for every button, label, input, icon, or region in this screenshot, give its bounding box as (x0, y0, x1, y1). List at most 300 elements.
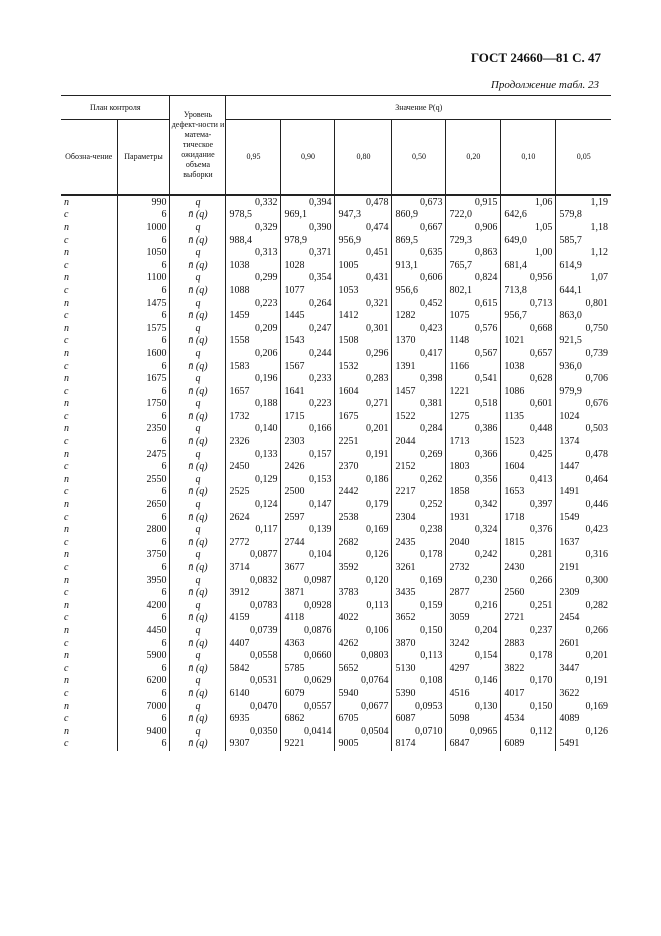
value-cell: 1718 (501, 511, 556, 524)
value-cell: 860,9 (392, 209, 446, 222)
value-cell: 2152 (392, 460, 446, 473)
value-cell: 0,147 (281, 498, 335, 511)
value-cell: 0,0558 (226, 649, 281, 662)
value-cell: 0,541 (446, 372, 501, 385)
value-cell: 2744 (281, 536, 335, 549)
value-cell: 4534 (501, 712, 556, 725)
table-row (61, 423, 611, 436)
value-cell: 1641 (281, 385, 335, 398)
table-row (61, 448, 611, 461)
value-cell: 0,606 (392, 272, 446, 285)
value-cell: 1523 (501, 435, 556, 448)
level-cell: q (170, 599, 226, 612)
value-cell: 1,07 (556, 272, 611, 285)
value-cell: 1135 (501, 410, 556, 423)
value-cell: 0,635 (392, 246, 446, 259)
table-row (61, 574, 611, 587)
value-cell: 1370 (392, 335, 446, 348)
value-cell: 0,124 (226, 498, 281, 511)
level-cell: q (170, 221, 226, 234)
value-cell: 0,628 (501, 372, 556, 385)
value-cell: 3622 (556, 687, 611, 700)
value-cell: 0,204 (446, 624, 501, 637)
designation-cell: n (61, 574, 117, 587)
value-cell: 0,178 (392, 549, 446, 562)
value-cell: 0,397 (501, 498, 556, 511)
value-cell: 1713 (446, 435, 501, 448)
value-cell: 0,242 (446, 549, 501, 562)
level-cell: q (170, 700, 226, 713)
value-cell: 0,329 (226, 221, 281, 234)
value-cell: 1508 (335, 335, 392, 348)
level-cell: q (170, 498, 226, 511)
level-cell: n̄ (q) (170, 385, 226, 398)
value-cell: 713,8 (501, 284, 556, 297)
value-cell: 9307 (226, 738, 281, 752)
parameter-cell: 6 (117, 637, 170, 650)
designation-cell: c (61, 712, 117, 725)
parameter-cell: 1600 (117, 347, 170, 360)
value-cell: 0,233 (281, 372, 335, 385)
p-column-header: 0,90 (281, 120, 335, 196)
value-cell: 0,146 (446, 675, 501, 688)
table-row (61, 284, 611, 297)
value-cell: 3242 (446, 637, 501, 650)
value-cell: 2454 (556, 612, 611, 625)
table-row (61, 586, 611, 599)
value-cell: 0,366 (446, 448, 501, 461)
level-cell: n̄ (q) (170, 511, 226, 524)
value-cell: 1038 (501, 360, 556, 373)
value-cell: 0,0832 (226, 574, 281, 587)
value-cell: 1038 (226, 259, 281, 272)
value-cell: 0,126 (335, 549, 392, 562)
value-cell: 1086 (501, 385, 556, 398)
designation-cell: c (61, 209, 117, 222)
value-cell: 1558 (226, 335, 281, 348)
value-cell: 1088 (226, 284, 281, 297)
value-cell: 0,283 (335, 372, 392, 385)
value-cell: 6862 (281, 712, 335, 725)
value-cell: 2217 (392, 486, 446, 499)
table-row (61, 435, 611, 448)
value-cell: 0,576 (446, 322, 501, 335)
value-cell: 0,417 (392, 347, 446, 360)
value-cell: 1637 (556, 536, 611, 549)
parameter-cell: 9400 (117, 725, 170, 738)
level-cell: n̄ (q) (170, 435, 226, 448)
value-cell: 0,169 (392, 574, 446, 587)
table-row (61, 599, 611, 612)
designation-cell: c (61, 662, 117, 675)
value-cell: 0,503 (556, 423, 611, 436)
value-cell: 1549 (556, 511, 611, 524)
designation-cell: n (61, 423, 117, 436)
value-cell: 0,474 (335, 221, 392, 234)
parameter-cell: 6 (117, 460, 170, 473)
value-cell: 4089 (556, 712, 611, 725)
value-cell: 0,247 (281, 322, 335, 335)
value-cell: 0,159 (392, 599, 446, 612)
value-cell: 0,0803 (335, 649, 392, 662)
value-cell: 0,126 (556, 725, 611, 738)
table-row (61, 195, 611, 209)
value-cell: 0,0987 (281, 574, 335, 587)
level-cell: n̄ (q) (170, 209, 226, 222)
page-header: ГОСТ 24660—81 С. 47 (470, 50, 601, 65)
parameter-cell: 6 (117, 561, 170, 574)
level-header: Уровень дефект-ности и матема-тическое ожидание объема выборки (170, 96, 226, 196)
value-cell: 2624 (226, 511, 281, 524)
value-cell: 0,188 (226, 398, 281, 411)
value-cell: 2682 (335, 536, 392, 549)
value-cell: 0,300 (556, 574, 611, 587)
value-cell: 681,4 (501, 259, 556, 272)
value-cell: 2304 (392, 511, 446, 524)
value-cell: 6140 (226, 687, 281, 700)
value-cell: 1653 (501, 486, 556, 499)
value-cell: 0,321 (335, 297, 392, 310)
value-cell: 956,6 (392, 284, 446, 297)
designation-cell: n (61, 297, 117, 310)
value-cell: 0,657 (501, 347, 556, 360)
p-column-header: 0,05 (556, 120, 611, 196)
value-cell: 0,0928 (281, 599, 335, 612)
designation-cell: n (61, 599, 117, 612)
value-cell: 2326 (226, 435, 281, 448)
value-cell: 6847 (446, 738, 501, 752)
level-cell: n̄ (q) (170, 561, 226, 574)
level-cell: n̄ (q) (170, 284, 226, 297)
value-cell: 947,3 (335, 209, 392, 222)
value-cell: 2040 (446, 536, 501, 549)
value-cell: 1732 (226, 410, 281, 423)
designation-cell: n (61, 398, 117, 411)
level-cell: q (170, 398, 226, 411)
table-row (61, 385, 611, 398)
value-cell: 5491 (556, 738, 611, 752)
value-cell: 6079 (281, 687, 335, 700)
value-cell: 956,7 (501, 309, 556, 322)
value-cell: 1,19 (556, 195, 611, 209)
value-cell: 979,9 (556, 385, 611, 398)
level-cell: q (170, 246, 226, 259)
value-cell: 0,398 (392, 372, 446, 385)
table-row (61, 460, 611, 473)
value-cell: 0,446 (556, 498, 611, 511)
level-cell: n̄ (q) (170, 586, 226, 599)
value-cell: 1391 (392, 360, 446, 373)
value-cell: 0,676 (556, 398, 611, 411)
value-cell: 0,166 (281, 423, 335, 436)
level-cell: q (170, 372, 226, 385)
value-cell: 0,284 (392, 423, 446, 436)
value-cell: 0,425 (501, 448, 556, 461)
parameter-cell: 6 (117, 234, 170, 247)
value-cell: 2525 (226, 486, 281, 499)
value-cell: 1604 (501, 460, 556, 473)
parameter-cell: 6 (117, 410, 170, 423)
designation-cell: n (61, 195, 117, 209)
value-cell: 2426 (281, 460, 335, 473)
value-cell: 1445 (281, 309, 335, 322)
parameter-cell: 6 (117, 612, 170, 625)
value-cell: 0,117 (226, 523, 281, 536)
value-cell: 579,8 (556, 209, 611, 222)
value-cell: 0,178 (501, 649, 556, 662)
value-cell: 5098 (446, 712, 501, 725)
value-cell: 0,0470 (226, 700, 281, 713)
value-cell: 5940 (335, 687, 392, 700)
value-cell: 1075 (446, 309, 501, 322)
value-cell: 0,739 (556, 347, 611, 360)
value-cell: 0,431 (335, 272, 392, 285)
value-cell: 642,6 (501, 209, 556, 222)
level-cell: q (170, 574, 226, 587)
parameter-cell: 6 (117, 511, 170, 524)
designation-cell: c (61, 486, 117, 499)
table-row (61, 612, 611, 625)
value-cell: 0,196 (226, 372, 281, 385)
designation-cell: c (61, 284, 117, 297)
level-cell: n̄ (q) (170, 662, 226, 675)
value-cell: 0,230 (446, 574, 501, 587)
value-cell: 3871 (281, 586, 335, 599)
value-cell: 0,140 (226, 423, 281, 436)
value-cell: 0,264 (281, 297, 335, 310)
table-row (61, 662, 611, 675)
parameter-cell: 1575 (117, 322, 170, 335)
parameter-cell: 3950 (117, 574, 170, 587)
value-cell: 2732 (446, 561, 501, 574)
table-row (61, 725, 611, 738)
value-cell: 0,169 (335, 523, 392, 536)
parameter-cell: 6 (117, 687, 170, 700)
value-cell: 3652 (392, 612, 446, 625)
sampling-plan-table (61, 95, 611, 751)
value-cell: 3592 (335, 561, 392, 574)
value-cell: 0,251 (501, 599, 556, 612)
value-cell: 0,801 (556, 297, 611, 310)
table-row (61, 347, 611, 360)
table-row (61, 712, 611, 725)
value-cell: 0,667 (392, 221, 446, 234)
table-row (61, 649, 611, 662)
value-cell: 0,915 (446, 195, 501, 209)
value-cell: 0,423 (392, 322, 446, 335)
value-cell: 0,206 (226, 347, 281, 360)
level-cell: n̄ (q) (170, 309, 226, 322)
value-cell: 0,956 (501, 272, 556, 285)
value-cell: 2597 (281, 511, 335, 524)
value-cell: 0,390 (281, 221, 335, 234)
value-cell: 5652 (335, 662, 392, 675)
level-cell: n̄ (q) (170, 259, 226, 272)
value-cell: 0,0531 (226, 675, 281, 688)
value-cell: 765,7 (446, 259, 501, 272)
value-cell: 0,113 (392, 649, 446, 662)
table-continuation-label: Продолжение табл. 23 (490, 79, 599, 91)
table-row (61, 511, 611, 524)
plan-header: План контроля (61, 96, 170, 120)
level-cell: q (170, 675, 226, 688)
value-cell: 1543 (281, 335, 335, 348)
value-cell: 0,386 (446, 423, 501, 436)
value-cell: 1374 (556, 435, 611, 448)
value-cell: 6087 (392, 712, 446, 725)
value-cell: 2500 (281, 486, 335, 499)
value-cell: 0,186 (335, 473, 392, 486)
value-cell: 0,150 (392, 624, 446, 637)
table-row (61, 234, 611, 247)
value-cell: 2309 (556, 586, 611, 599)
table-row (61, 549, 611, 562)
table-row (61, 624, 611, 637)
value-cell: 6089 (501, 738, 556, 752)
value-cell: 0,113 (335, 599, 392, 612)
value-cell: 8174 (392, 738, 446, 752)
value-cell: 614,9 (556, 259, 611, 272)
value-cell: 2430 (501, 561, 556, 574)
parameter-cell: 6 (117, 435, 170, 448)
level-cell: n̄ (q) (170, 486, 226, 499)
value-cell: 3261 (392, 561, 446, 574)
designation-cell: n (61, 221, 117, 234)
designation-cell: c (61, 561, 117, 574)
value-cell: 4017 (501, 687, 556, 700)
parameter-cell: 4450 (117, 624, 170, 637)
parameter-cell: 1000 (117, 221, 170, 234)
value-cell: 0,706 (556, 372, 611, 385)
value-cell: 0,0783 (226, 599, 281, 612)
table-row (61, 360, 611, 373)
value-cell: 0,0414 (281, 725, 335, 738)
level-cell: q (170, 297, 226, 310)
parameter-cell: 1675 (117, 372, 170, 385)
table-row (61, 322, 611, 335)
value-cell: 0,673 (392, 195, 446, 209)
value-cell: 4262 (335, 637, 392, 650)
parameters-header: Параметры (117, 120, 170, 196)
value-cell: 4297 (446, 662, 501, 675)
value-cell: 2370 (335, 460, 392, 473)
parameter-cell: 1750 (117, 398, 170, 411)
value-cell: 0,478 (335, 195, 392, 209)
value-cell: 1028 (281, 259, 335, 272)
value-cell: 1459 (226, 309, 281, 322)
value-cell: 0,252 (392, 498, 446, 511)
value-cell: 0,223 (281, 398, 335, 411)
table-row (61, 259, 611, 272)
value-cell: 0,237 (501, 624, 556, 637)
value-cell: 0,108 (392, 675, 446, 688)
value-cell: 0,452 (392, 297, 446, 310)
value-cell: 0,478 (556, 448, 611, 461)
value-cell: 0,423 (556, 523, 611, 536)
designation-cell: n (61, 624, 117, 637)
value-cell: 1715 (281, 410, 335, 423)
designation-cell: n (61, 473, 117, 486)
value-cell: 0,750 (556, 322, 611, 335)
table-row (61, 486, 611, 499)
value-cell: 2601 (556, 637, 611, 650)
designation-cell: c (61, 410, 117, 423)
value-cell: 2251 (335, 435, 392, 448)
value-cell: 978,5 (226, 209, 281, 222)
value-cell: 0,104 (281, 549, 335, 562)
value-cell: 802,1 (446, 284, 501, 297)
designation-cell: c (61, 360, 117, 373)
value-cell: 3677 (281, 561, 335, 574)
designation-cell: n (61, 322, 117, 335)
value-cell: 863,0 (556, 309, 611, 322)
table-row (61, 473, 611, 486)
value-cell: 0,112 (501, 725, 556, 738)
level-cell: q (170, 272, 226, 285)
value-cell: 0,371 (281, 246, 335, 259)
level-cell: q (170, 725, 226, 738)
value-cell: 3783 (335, 586, 392, 599)
value-cell: 0,464 (556, 473, 611, 486)
value-cell: 0,354 (281, 272, 335, 285)
value-cell: 0,120 (335, 574, 392, 587)
designation-cell: c (61, 536, 117, 549)
table-row (61, 675, 611, 688)
value-cell: 1491 (556, 486, 611, 499)
value-cell: 0,191 (556, 675, 611, 688)
designation-cell: n (61, 549, 117, 562)
value-cell: 0,223 (226, 297, 281, 310)
value-cell: 0,316 (556, 549, 611, 562)
value-cell: 9005 (335, 738, 392, 752)
parameter-cell: 2650 (117, 498, 170, 511)
value-cell: 1282 (392, 309, 446, 322)
level-cell: n̄ (q) (170, 234, 226, 247)
value-cell: 0,313 (226, 246, 281, 259)
designation-header: Обозна-чение (61, 120, 117, 196)
value-cell: 0,324 (446, 523, 501, 536)
value-cell: 0,238 (392, 523, 446, 536)
value-cell: 0,0876 (281, 624, 335, 637)
value-cell: 0,0557 (281, 700, 335, 713)
value-cell: 4407 (226, 637, 281, 650)
level-cell: q (170, 649, 226, 662)
table-row (61, 221, 611, 234)
designation-cell: c (61, 738, 117, 752)
value-cell: 5842 (226, 662, 281, 675)
parameter-cell: 6 (117, 284, 170, 297)
value-cell: 0,139 (281, 523, 335, 536)
parameter-cell: 7000 (117, 700, 170, 713)
parameter-cell: 6 (117, 738, 170, 752)
parameter-cell: 1475 (117, 297, 170, 310)
value-cell: 2450 (226, 460, 281, 473)
value-cell: 0,244 (281, 347, 335, 360)
value-cell: 2303 (281, 435, 335, 448)
value-cell: 1021 (501, 335, 556, 348)
parameter-cell: 6 (117, 335, 170, 348)
parameter-cell: 2350 (117, 423, 170, 436)
value-cell: 0,209 (226, 322, 281, 335)
value-cell: 0,0739 (226, 624, 281, 637)
designation-cell: c (61, 234, 117, 247)
value-cell: 869,5 (392, 234, 446, 247)
value-cell: 0,376 (501, 523, 556, 536)
value-cell: 0,413 (501, 473, 556, 486)
parameter-cell: 990 (117, 195, 170, 209)
parameter-cell: 4200 (117, 599, 170, 612)
value-cell: 0,281 (501, 549, 556, 562)
